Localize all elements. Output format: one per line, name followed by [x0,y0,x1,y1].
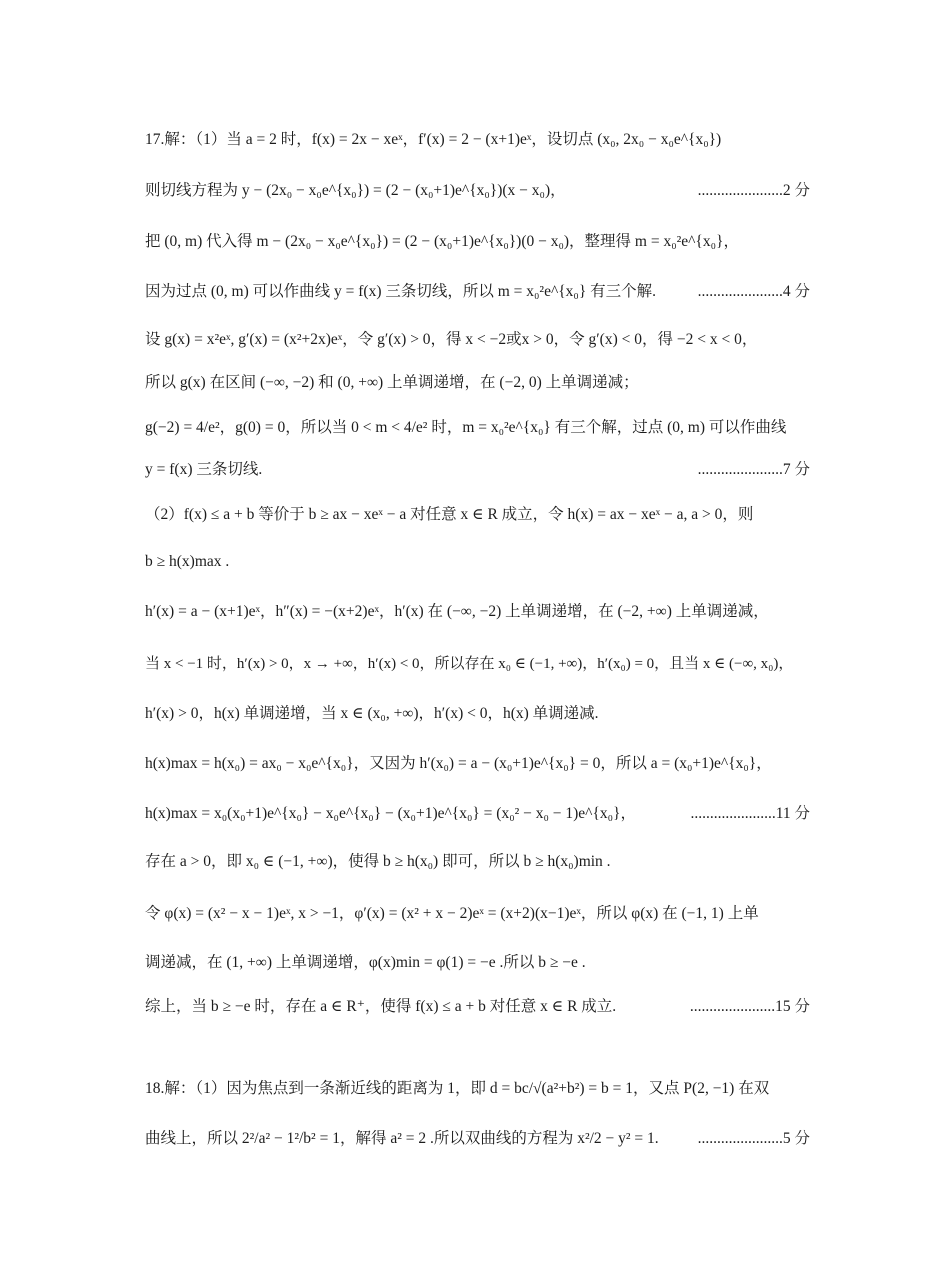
p17-line-10-text: b ≥ h(x)max . [145,553,230,570]
p17-line-15-text: h(x)max = x₀(x₀+1)e^{x₀} − x₀e^{x₀} − (x₀+1)e^{x₀} = (x₀² − x₀ − 1)e^{x₀}， [145,805,636,822]
p17-line-5-text: 设 g(x) = x²eˣ, g′(x) = (x²+2x)eˣ，令 g′(x) > 0，得 x < −2或x > 0，令 g′(x) < 0，得 −2 < x < 0， [145,331,758,348]
p17-line-4-text: 因为过点 (0, m) 可以作曲线 y = f(x) 三条切线，所以 m = x₀²e^{x₀} 有三个解. [145,283,657,300]
p17-line-13 [145,702,810,726]
p17-line-8-score: ......................7 分 [697,461,810,478]
p17-line-16-text: 存在 a > 0，即 x₀ ∈ (−1, +∞)，使得 b ≥ h(x₀) 即可，所以 b ≥ h(x₀)min . [145,853,611,870]
p17-line-10 [145,550,810,574]
p17-line-1-text: 17.解：（1）当 a = 2 时，f(x) = 2x − xeˣ，f′(x) = 2 − (x+1)eˣ，设切点 (x₀, 2x₀ − x₀e^{x₀}) [145,131,722,148]
p17-line-2-score: ......................2 分 [697,182,810,199]
p17-line-18-text: 调递减，在 (1, +∞) 上单调递增，φ(x)min = φ(1) = −e .所以 b ≥ −e . [145,954,586,971]
p17-line-18 [145,951,810,975]
p17-line-7-text: g(−2) = 4/e²，g(0) = 0，所以当 0 < m < 4/e² 时，m = x₀²e^{x₀} 有三个解，过点 (0, m) 可以作曲线 [145,419,787,436]
p17-line-3 [145,230,810,254]
p17-line-8-text: y = f(x) 三条切线. [145,461,263,478]
p17-line-16 [145,850,810,874]
p17-line-7 [145,416,810,440]
p17-line-14 [145,752,810,776]
p17-line-12-text: 当 x < −1 时，h′(x) > 0，x → +∞，h′(x) < 0，所以存在 x₀ ∈ (−1, +∞)，h′(x₀) = 0，且当 x ∈ (−∞, x₀)， [145,656,794,672]
p17-line-6 [145,371,810,395]
p17-line-11 [145,600,810,624]
p17-line-12 [145,652,810,676]
p17-line-9-text: （2）f(x) ≤ a + b 等价于 b ≥ ax − xeˣ − a 对任意 x ∈ R 成立，令 h(x) = ax − xeˣ − a, a > 0，则 [145,506,754,523]
p18-line-2-score: ......................5 分 [697,1130,810,1147]
p17-line-14-text: h(x)max = h(x₀) = ax₀ − x₀e^{x₀}，又因为 h′(x₀) = a − (x₀+1)e^{x₀} = 0，所以 a = (x₀+1)e^{x₀}， [145,755,772,772]
p17-line-15-score: ......................11 分 [690,805,810,822]
p17-line-17-text: 令 φ(x) = (x² − x − 1)eˣ, x > −1，φ′(x) = (x² + x − 2)eˣ = (x+2)(x−1)eˣ，所以 φ(x) 在 (−1, 1) 上单 [145,905,759,922]
p17-line-19-text: 综上，当 b ≥ −e 时，存在 a ∈ R⁺，使得 f(x) ≤ a + b 对任意 x ∈ R 成立. [145,998,617,1015]
p17-line-2 [145,179,810,203]
p17-line-13-text: h′(x) > 0，h(x) 单调递增，当 x ∈ (x₀, +∞)，h′(x) < 0，h(x) 单调递减. [145,705,599,722]
p17-line-4-score: ......................4 分 [697,283,810,300]
p17-line-2-text: 则切线方程为 y − (2x₀ − x₀e^{x₀}) = (2 − (x₀+1)e^{x₀})(x − x₀)， [145,182,566,199]
p17-line-15 [145,802,810,826]
p18-line-2 [145,1127,810,1151]
p17-line-5 [145,328,810,352]
p17-line-9 [145,503,810,527]
p17-line-1 [145,128,810,152]
p17-line-3-text: 把 (0, m) 代入得 m − (2x₀ − x₀e^{x₀}) = (2 − (x₀+1)e^{x₀})(0 − x₀)，整理得 m = x₀²e^{x₀}， [145,233,739,250]
p17-line-19 [145,995,810,1019]
p18-line-2-text: 曲线上，所以 2²/a² − 1²/b² = 1，解得 a² = 2 .所以双曲线的方程为 x²/2 − y² = 1. [145,1130,659,1147]
p18-line-1 [145,1077,810,1101]
p17-line-8 [145,458,810,482]
p17-line-6-text: 所以 g(x) 在区间 (−∞, −2) 和 (0, +∞) 上单调递增，在 (−2, 0) 上单调递减； [145,374,639,391]
p17-line-4 [145,280,810,304]
p17-line-17 [145,902,810,926]
p18-line-1-text: 18.解：（1）因为焦点到一条渐近线的距离为 1，即 d = bc/√(a²+b²) = b = 1，又点 P(2, −1) 在双 [145,1080,770,1097]
p17-line-19-score: ......................15 分 [689,998,810,1015]
p17-line-11-text: h′(x) = a − (x+1)eˣ，h″(x) = −(x+2)eˣ，h′(x) 在 (−∞, −2) 上单调递增，在 (−2, +∞) 上单调递减， [145,603,769,620]
